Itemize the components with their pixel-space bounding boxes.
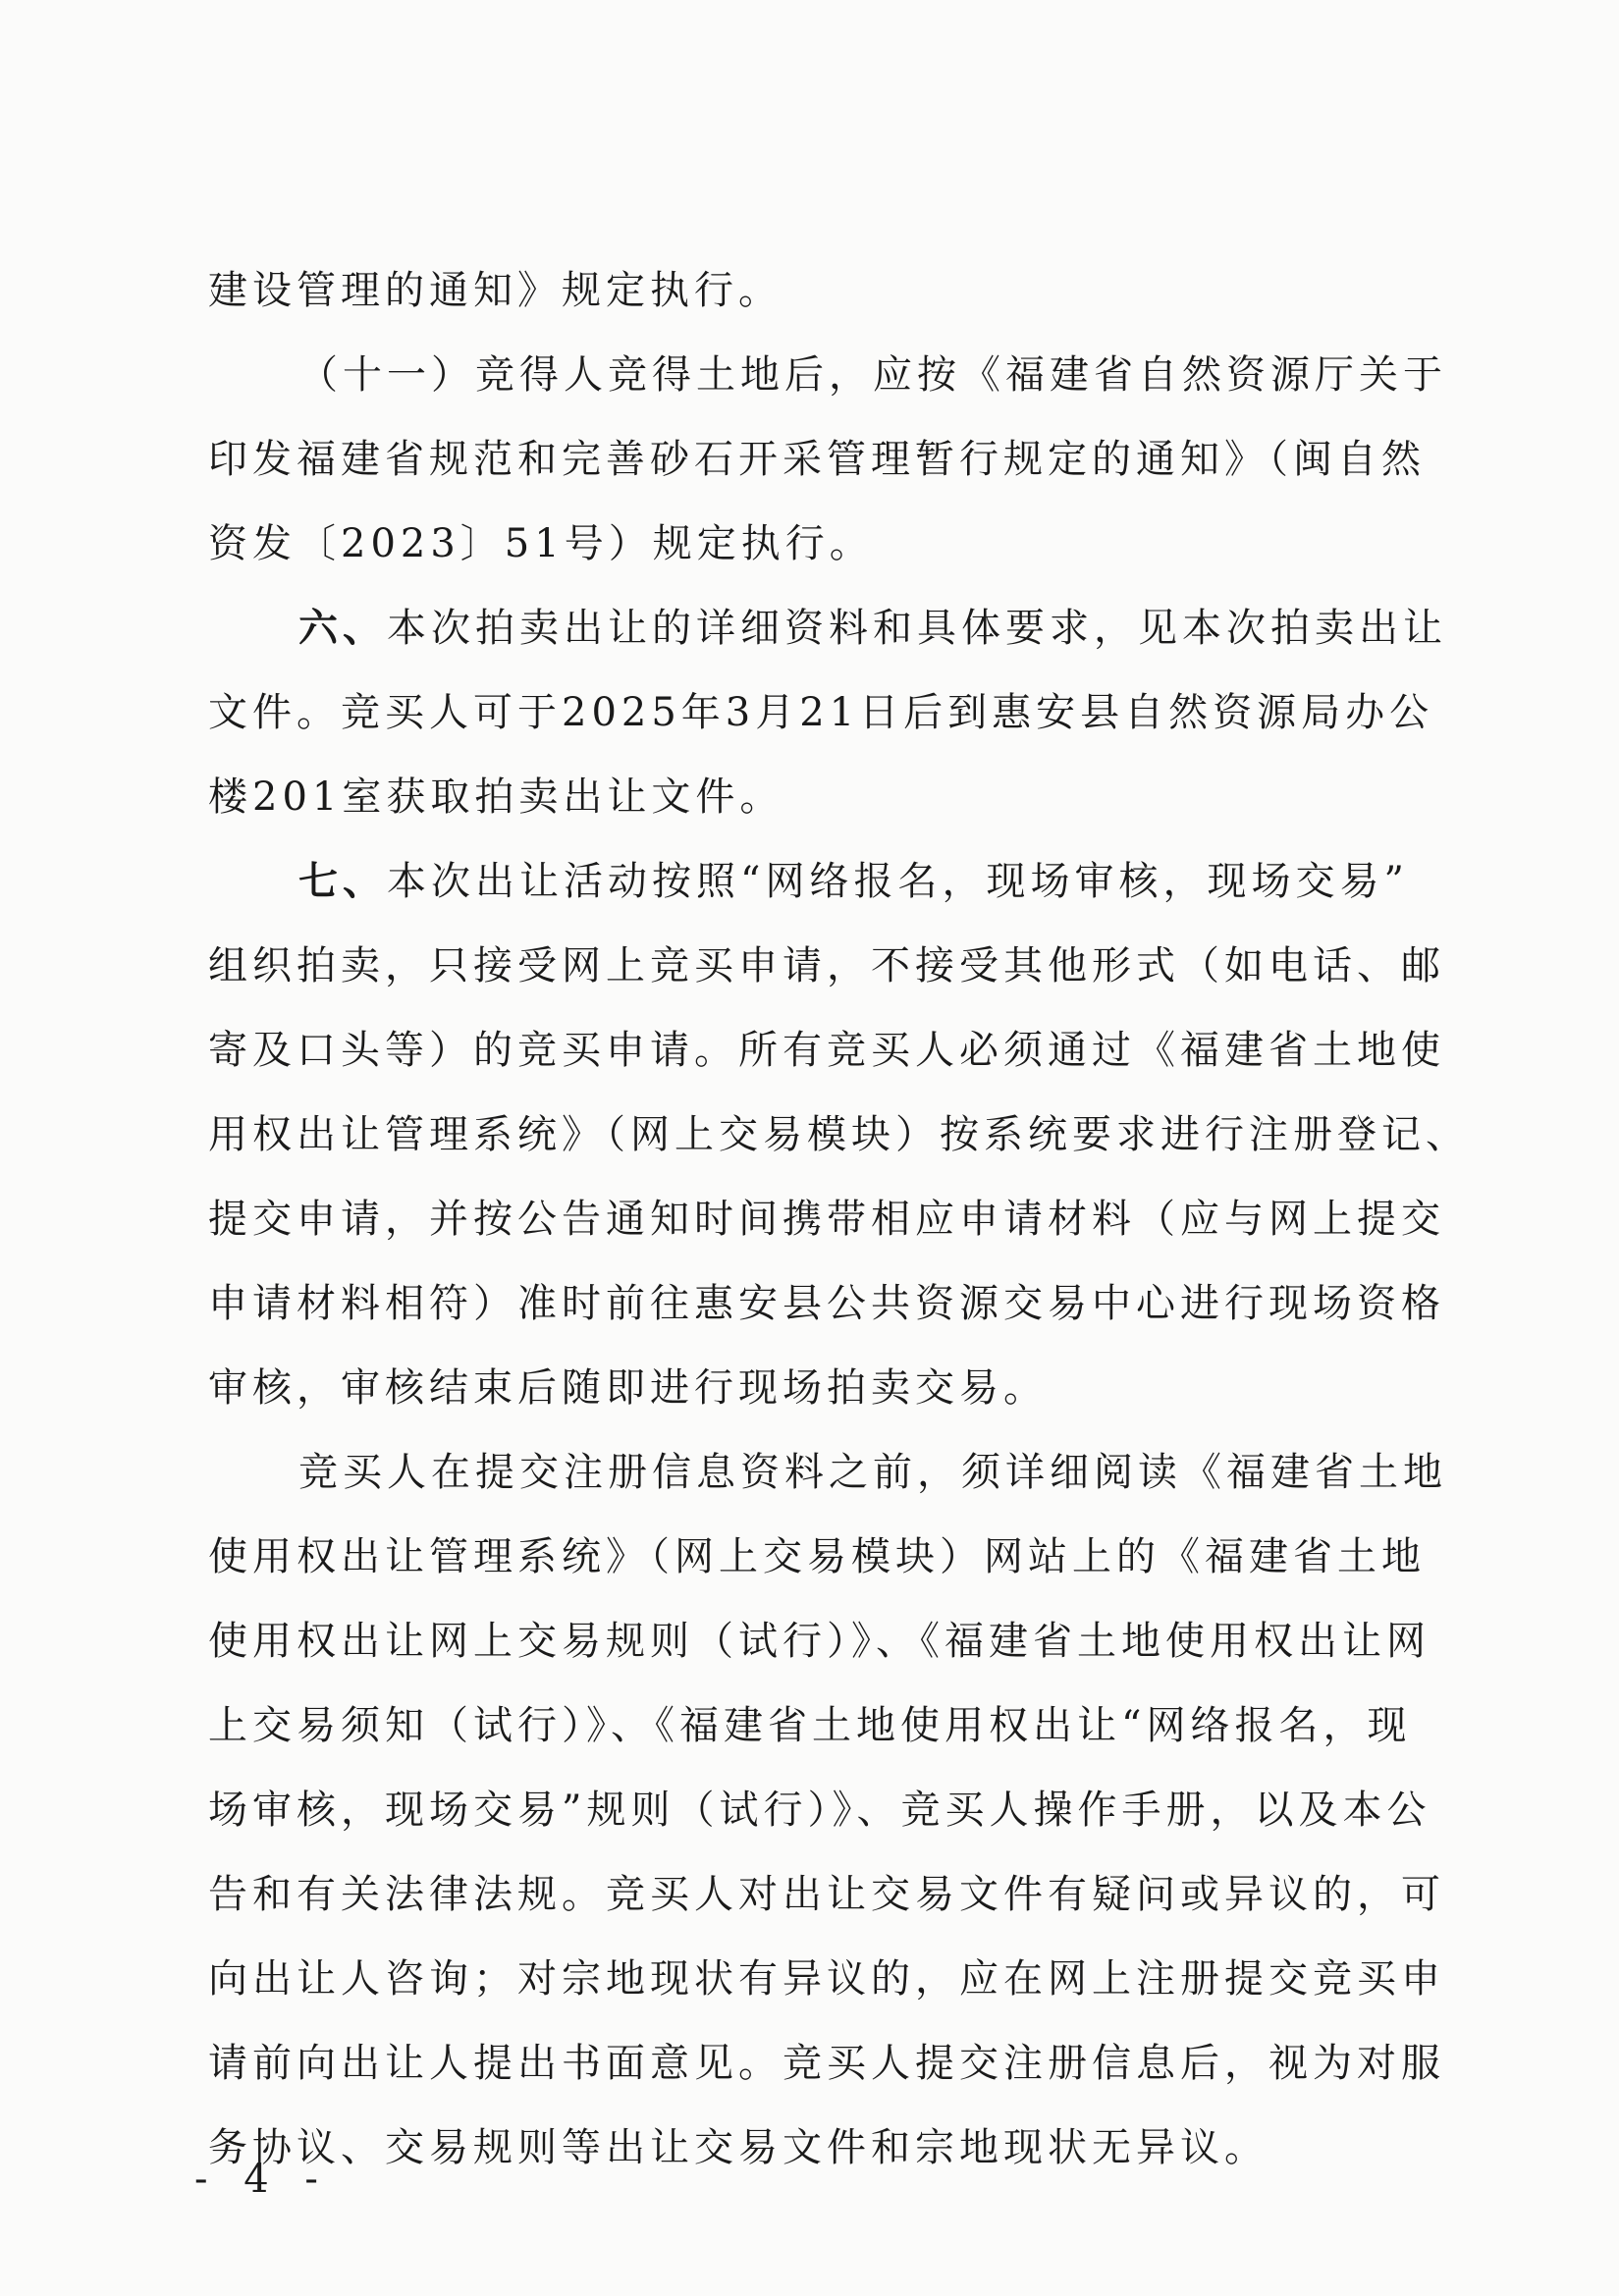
page-number: - 4 - bbox=[194, 2157, 330, 2202]
text-line-8 bbox=[208, 858, 1426, 905]
text-line-8-rest: 本次出让活动按照“网络报名，现场审核，现场交易” bbox=[387, 859, 1409, 904]
text-line-1: 建设管理的通知》规定执行。 bbox=[208, 268, 783, 313]
text-line-5 bbox=[208, 605, 1447, 652]
text-line-14: 审核，审核结束后随即进行现场拍卖交易。 bbox=[208, 1365, 1048, 1411]
text-line-18: 上交易须知（试行）》、《福建省土地使用权出让“网络报名，现 bbox=[208, 1703, 1412, 1748]
text-line-16: 使用权出让管理系统》（网上交易模块）网站上的《福建省土地 bbox=[208, 1534, 1426, 1579]
text-line-20: 告和有关法律法规。竞买人对出让交易文件有疑问或异议的，可 bbox=[208, 1872, 1445, 1917]
text-line-3: 印发福建省规范和完善砂石开采管理暂行规定的通知》（闽自然 bbox=[208, 437, 1426, 482]
text-line-11: 用权出让管理系统》（网上交易模块）按系统要求进行注册登记、 bbox=[208, 1112, 1470, 1157]
text-line-17: 使用权出让网上交易规则（试行）》、《福建省土地使用权出让网 bbox=[208, 1619, 1430, 1664]
text-line-22: 请前向出让人提出书面意见。竞买人提交注册信息后，视为对服 bbox=[208, 2041, 1445, 2086]
text-line-21: 向出让人咨询；对宗地现状有异议的，应在网上注册提交竞买申 bbox=[208, 1956, 1445, 2002]
document-body bbox=[208, 267, 1470, 2171]
text-line-23: 务协议、交易规则等出让交易文件和宗地现状无异议。 bbox=[208, 2125, 1268, 2170]
text-line-5-rest: 本次拍卖出让的详细资料和具体要求，见本次拍卖出让 bbox=[387, 606, 1447, 651]
text-line-6: 文件。竞买人可于2025年3月21日后到惠安县自然资源局办公 bbox=[208, 690, 1434, 735]
text-line-7: 楼201室获取拍卖出让文件。 bbox=[208, 774, 784, 820]
text-line-19: 场审核，现场交易”规则（试行）》、竞买人操作手册，以及本公 bbox=[208, 1788, 1431, 1833]
text-line-9: 组织拍卖，只接受网上竞买申请，不接受其他形式（如电话、邮 bbox=[208, 943, 1445, 988]
text-line-13: 申请材料相符）准时前往惠安县公共资源交易中心进行现场资格 bbox=[208, 1281, 1445, 1326]
text-line-12: 提交申请，并按公告通知时间携带相应申请材料（应与网上提交 bbox=[208, 1197, 1445, 1242]
section-number-7: 七、 bbox=[298, 858, 387, 904]
text-line-15: 竞买人在提交注册信息资料之前，须详细阅读《福建省土地 bbox=[298, 1450, 1447, 1495]
text-line-2: （十一）竞得人竞得土地后，应按《福建省自然资源厅关于 bbox=[298, 352, 1447, 398]
section-number-6: 六、 bbox=[298, 605, 387, 651]
text-line-4: 资发〔2023〕51号）规定执行。 bbox=[208, 521, 874, 566]
text-line-10: 寄及口头等）的竞买申请。所有竞买人必须通过《福建省土地使 bbox=[208, 1028, 1445, 1073]
